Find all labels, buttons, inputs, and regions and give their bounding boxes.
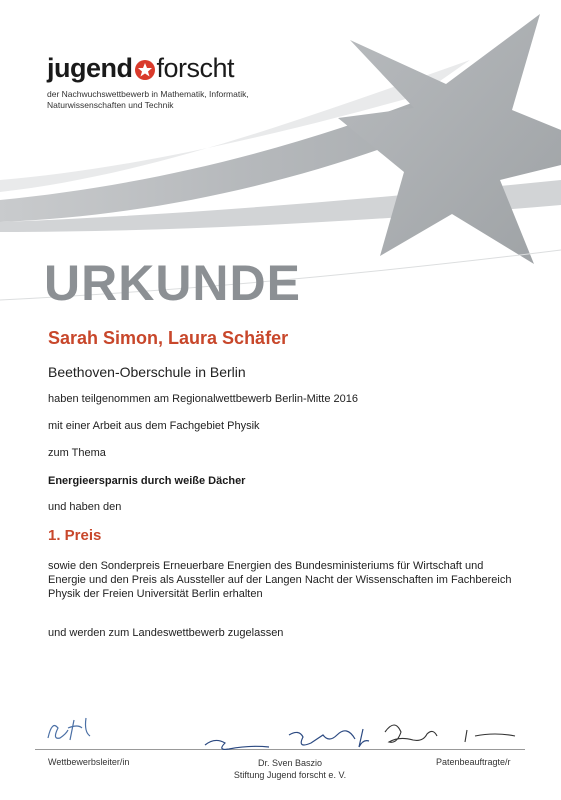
- certificate-title: URKUNDE: [44, 255, 301, 311]
- qualification-text: und werden zum Landeswettbewerb zugelassen: [48, 627, 284, 639]
- signature-middle: [205, 729, 369, 749]
- prize-intro-text: und haben den: [48, 501, 122, 513]
- school-name: Beethoven-Oberschule in Berlin: [48, 364, 246, 380]
- signature-right: [385, 725, 515, 742]
- prize-label: 1. Preis: [48, 527, 102, 544]
- topic-intro-text: zum Thema: [48, 447, 106, 459]
- signature-left: [48, 718, 90, 740]
- project-topic: Energieersparnis durch weiße Dächer: [48, 475, 246, 487]
- special-prize-text: sowie den Sonderpreis Erneuerbare Energien des Bundesministeriums für Wirtschaft und Energie und den Preis als Aussteller auf der Langen Nacht der Wissenschaften im Fachbereich Physik der Freien Universität Berlin erhalten: [48, 560, 512, 600]
- field-text: mit einer Arbeit aus dem Fachgebiet Physik: [48, 420, 260, 432]
- logo-tagline: der Nachwuchswettbewerb in Mathematik, Informatik, Naturwissenschaften und Technik: [47, 89, 249, 110]
- signature-label-sponsor: Patenbeauftragte/r: [436, 757, 511, 767]
- recipient-names: Sarah Simon, Laura Schäfer: [48, 328, 289, 348]
- participation-text: haben teilgenommen am Regionalwettbewerb Berlin-Mitte 2016: [48, 393, 359, 405]
- logo-word-forscht: forscht: [156, 53, 235, 83]
- signature-label-competition-lead: Wettbewerbsleiter/in: [48, 757, 130, 767]
- signatory-organization: Stiftung Jugend forscht e. V.: [233, 770, 347, 780]
- logo-word-jugend: jugend: [47, 53, 133, 83]
- signatory-name: Dr. Sven Baszio: [257, 758, 323, 768]
